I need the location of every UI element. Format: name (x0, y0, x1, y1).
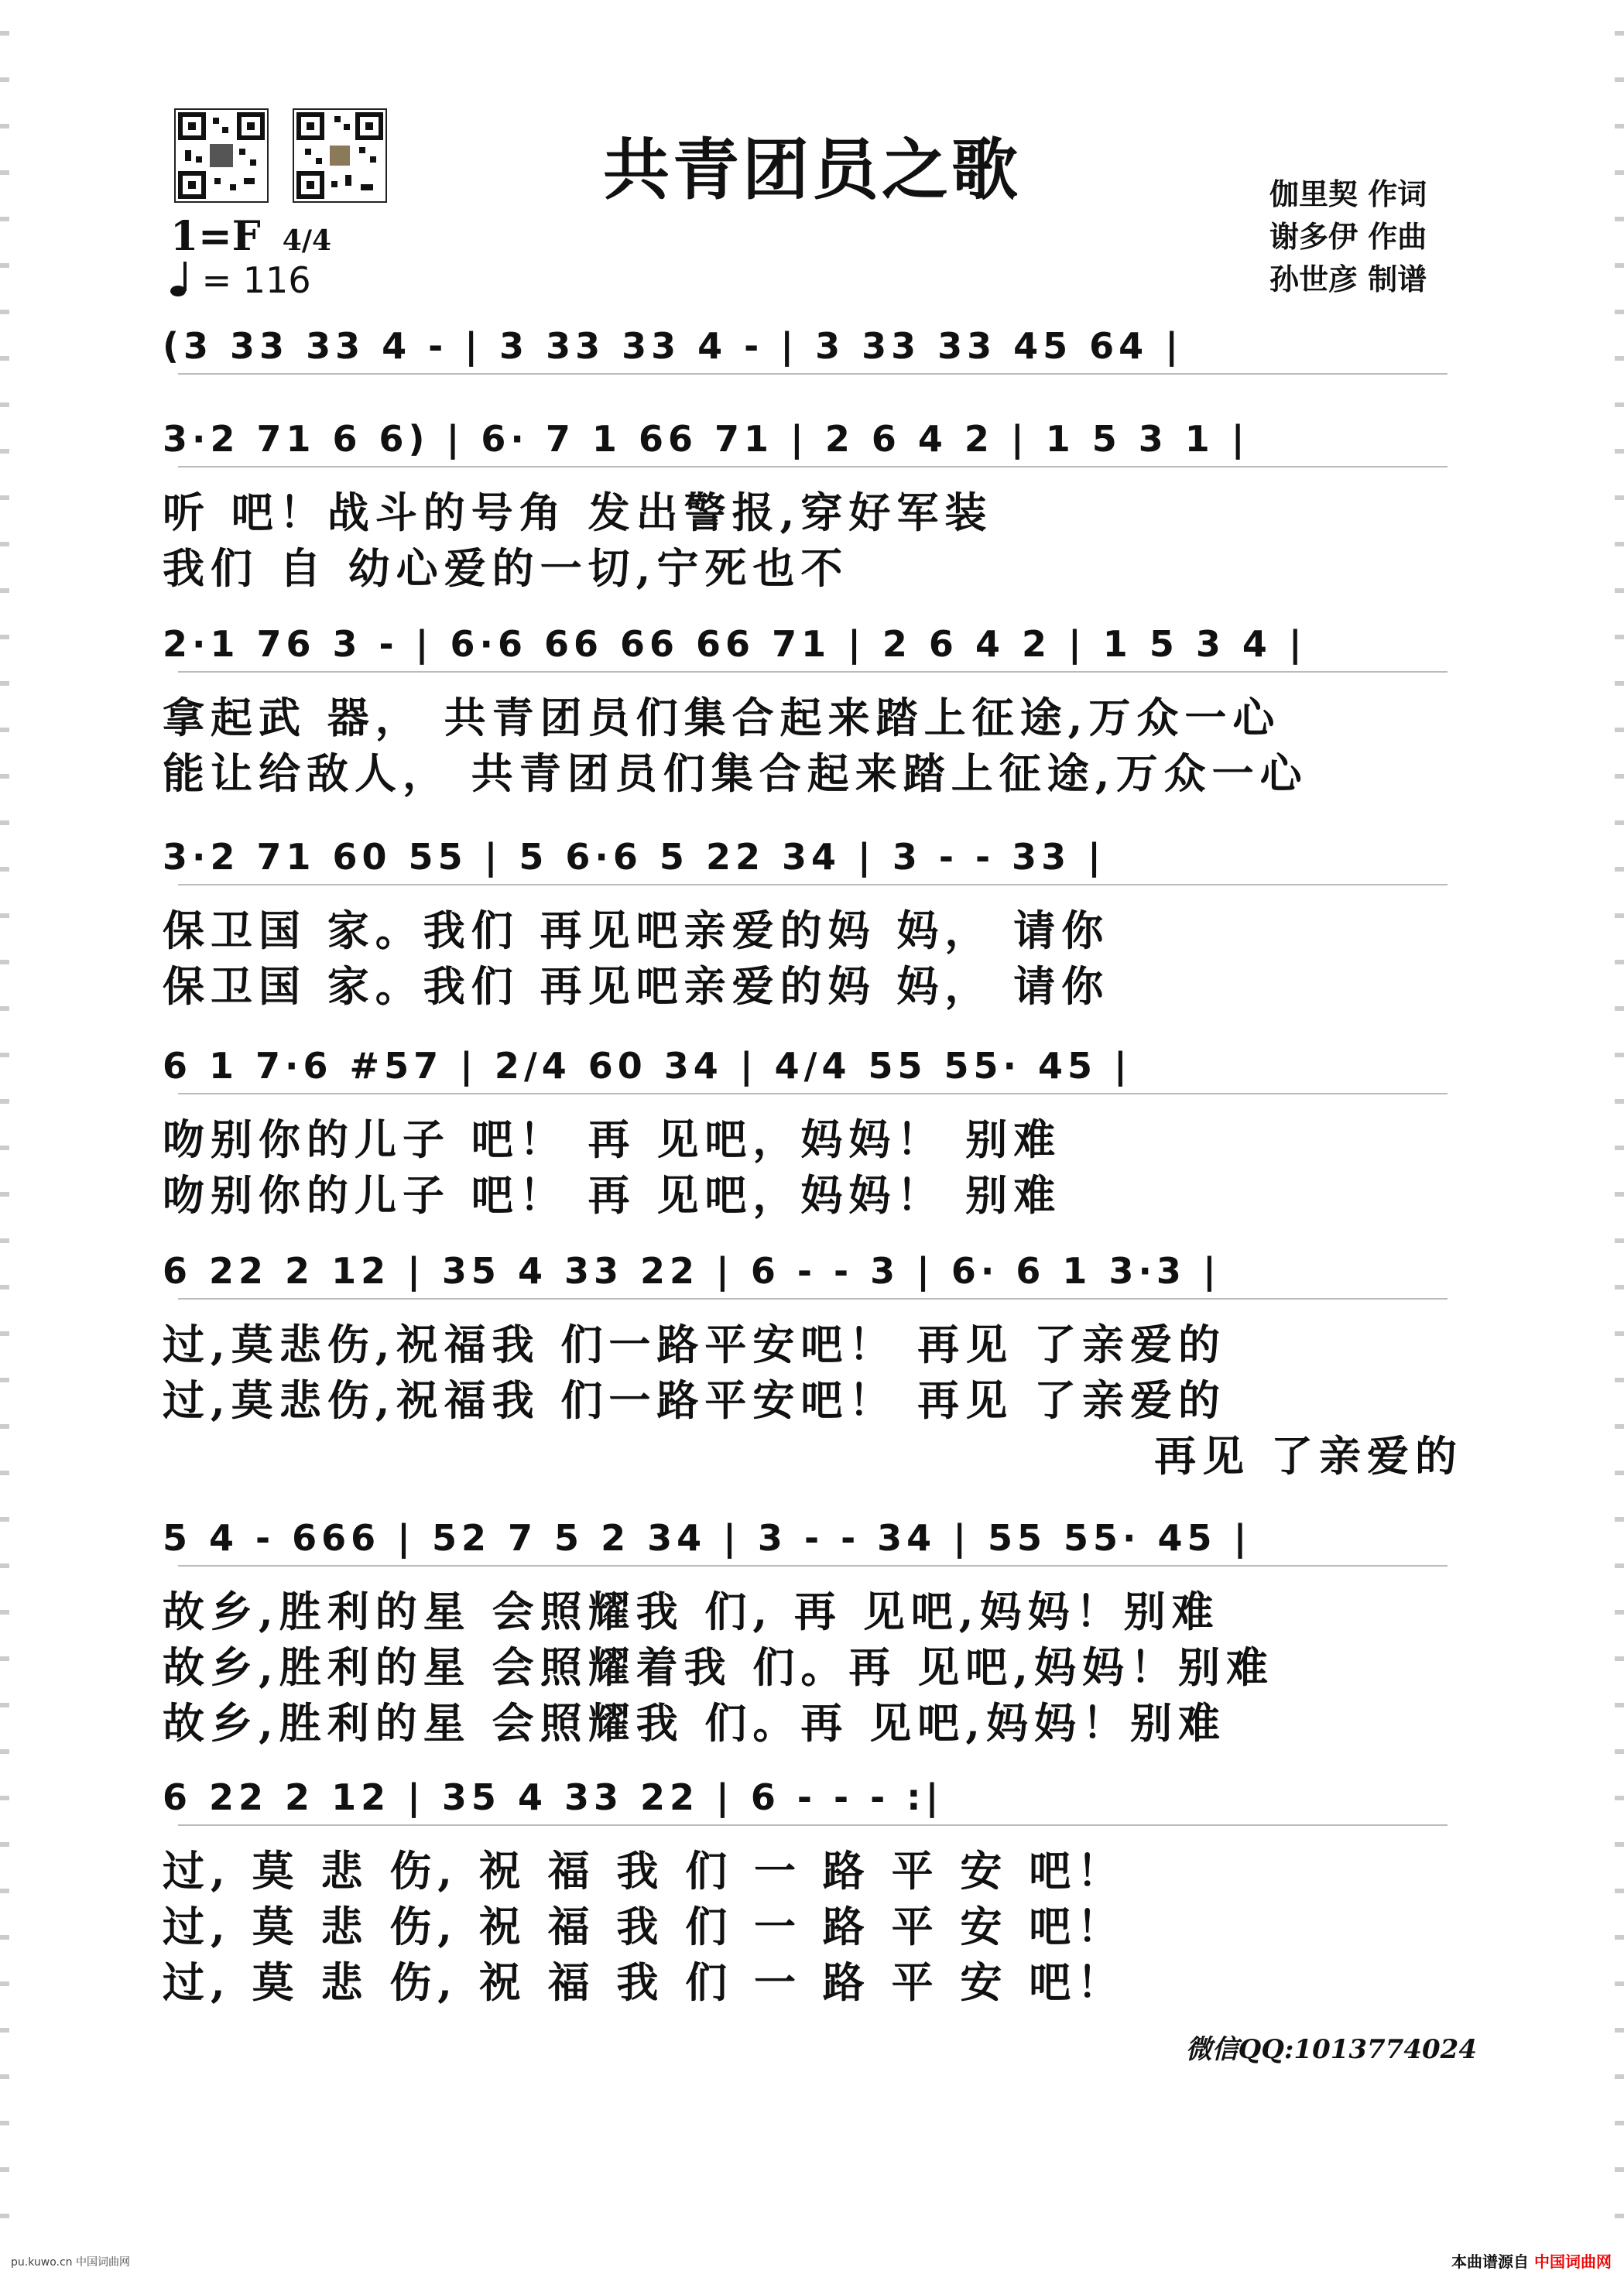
lyric-line: 故乡,胜利的星 会照耀我 们。再 见吧,妈妈！别难 (163, 1698, 1226, 1748)
lyricist-credit: 伽里契 作词 (1269, 176, 1427, 211)
arranger-credit: 孙世彦 制谱 (1269, 262, 1427, 296)
beam-line (178, 1298, 1448, 1300)
lyric-line: 吻别你的儿子 吧！ 再 见吧，妈妈！ 别难 (163, 1170, 1062, 1220)
footer-prefix: 本曲谱源自 (1451, 2252, 1530, 2271)
beam-line (178, 671, 1448, 673)
notation-system: 6 1 7·6 #57 | 2/4 60 34 | 4/4 55 55· 45 | (163, 1045, 1132, 1087)
lyric-line: 过,莫悲伤,祝福我 们一路平安吧！ 再见 了亲爱的 (163, 1375, 1226, 1425)
tempo-marking (170, 259, 311, 301)
quarter-note-icon (170, 259, 202, 301)
lyric-line: 拿起武 器， 共青团员们集合起来踏上征途,万众一心 (163, 693, 1281, 742)
lyric-line: 能让给敌人， 共青团员们集合起来踏上征途,万众一心 (163, 748, 1308, 798)
left-margin-watermark (0, 31, 9, 2245)
footer-left: pu.kuwo.cn 中国词曲网 (11, 2256, 130, 2269)
beam-line (178, 884, 1448, 885)
lyric-line: 我们 自 幼心爱的一切,宁死也不 (163, 543, 849, 593)
lyric-line: 保卫国 家。我们 再见吧亲爱的妈 妈， 请你 (163, 906, 1110, 955)
lyric-line: 吻别你的儿子 吧！ 再 见吧，妈妈！ 别难 (163, 1115, 1062, 1164)
time-signature: 4/4 (282, 224, 332, 257)
beam-line (178, 466, 1448, 468)
footer-source (1451, 2249, 1612, 2272)
lyric-line: 保卫国 家。我们 再见吧亲爱的妈 妈， 请你 (163, 961, 1110, 1011)
lyric-line: 故乡,胜利的星 会照耀着我 们。再 见吧,妈妈！别难 (163, 1642, 1274, 1692)
notation-system: 2·1 76 3 - | 6·6 66 66 66 71 | 2 6 4 2 | 1 5 3 4 | (163, 623, 1307, 665)
beam-line (178, 1565, 1448, 1567)
contact-watermark: 微信QQ:1013774024 (1185, 2034, 1477, 2065)
key-text: 1=F (170, 213, 261, 260)
composer-credit: 谢多伊 作曲 (1269, 219, 1427, 254)
notation-system: 3·2 71 6 6) | 6· 7 1 66 71 | 2 6 4 2 | 1 5 3 1 | (163, 418, 1249, 460)
lyric-line: 故乡,胜利的星 会照耀我 们, 再 见吧,妈妈！别难 (163, 1587, 1220, 1636)
key-signature (170, 213, 331, 260)
notation-system: 6 22 2 12 | 35 4 33 22 | 6 - - 3 | 6· 6 1 3·3 | (163, 1250, 1221, 1292)
notation-system: (3 33 33 4 - | 3 33 33 4 - | 3 33 33 45 64 | (163, 325, 1184, 367)
beam-line (178, 1093, 1448, 1094)
lyric-line: 听 吧！战斗的号角 发出警报,穿好军装 (163, 488, 993, 537)
notation-system: 6 22 2 12 | 35 4 33 22 | 6 - - - :| (163, 1776, 944, 1818)
beam-line (178, 373, 1448, 375)
song-title: 共青团员之歌 (603, 131, 1021, 209)
beam-line (178, 1824, 1448, 1826)
tempo-value: = 116 (201, 259, 311, 301)
lyric-line: 再见 了亲爱的 (1154, 1431, 1463, 1481)
notation-system: 3·2 71 60 55 | 5 6·6 5 22 34 | 3 - - 33 | (163, 836, 1105, 878)
right-margin-watermark (1615, 31, 1624, 2245)
lyric-line: 过,莫悲伤,祝福我 们一路平安吧！ 再见 了亲爱的 (163, 1320, 1226, 1369)
notation-system: 5 4 - 666 | 52 7 5 2 34 | 3 - - 34 | 55 55· 45 | (163, 1517, 1252, 1559)
lyric-line: 过, 莫 悲 伤, 祝 福 我 们 一 路 平 安 吧！ (163, 1846, 1125, 1896)
lyric-line: 过, 莫 悲 伤, 祝 福 我 们 一 路 平 安 吧！ (163, 1957, 1125, 2007)
lyric-line: 过, 莫 悲 伤, 祝 福 我 们 一 路 平 安 吧！ (163, 1902, 1125, 1951)
footer-brand: 中国词曲网 (1534, 2252, 1612, 2271)
